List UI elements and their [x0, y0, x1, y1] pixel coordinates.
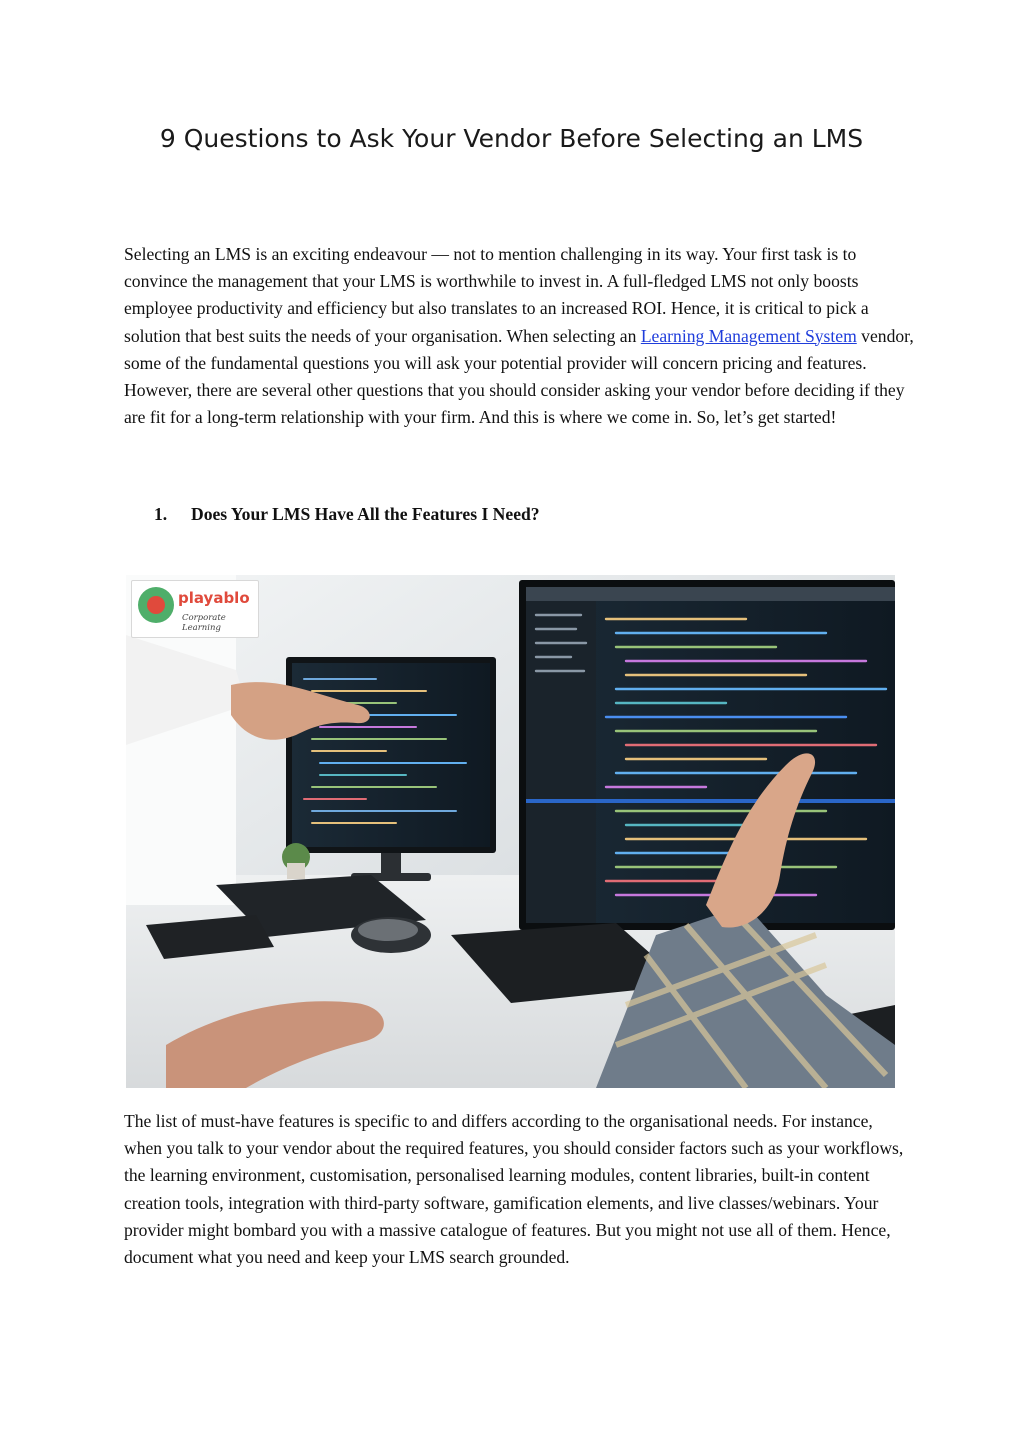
section-heading-text: Does Your LMS Have All the Features I Need?: [191, 504, 540, 524]
logo-name: playablo: [178, 589, 250, 607]
page-title: 9 Questions to Ask Your Vendor Before Selecting an LMS: [159, 124, 864, 153]
article-photo: [126, 575, 895, 1088]
parrot-icon: [138, 587, 174, 623]
section-heading-1: [154, 504, 540, 525]
playablo-logo: [131, 580, 259, 638]
learning-management-system-link[interactable]: Learning Management System: [640, 325, 857, 346]
logo-tagline: Corporate Learning: [182, 613, 226, 633]
intro-paragraph: [124, 241, 914, 431]
section-number: 1.: [154, 504, 168, 524]
intro-text-end: vendor, some of the fundamental questions you will ask your potential provider will concern pricing and features. However, there are several other questions that you should consider asking your vendor before deciding if they are fit for a long-term relationship with your firm. And this is where we come in. So, let’s get started!: [124, 325, 914, 428]
office-monitors-illustration: [126, 575, 895, 1088]
section1-body-paragraph: The list of must-have features is specific to and differs according to the organisational needs. For instance, when you talk to your vendor about the required features, you should consider factors such as your workflows, the learning environment, customisation, personalised learning modules, content libraries, built-in content creation tools, integration with third-party software, gamification elements, and live classes/webinars. Your provider might bombard you with a massive catalogue of features. But you might not use all of them. Hence, document what you need and keep your LMS search grounded.: [124, 1111, 904, 1268]
intro-text-start: Selecting an LMS is an exciting endeavour — not to mention challenging in its way. Your first task is to convince the management that your LMS is worthwhile to invest in. A full-fledged LMS not only boosts employee productivity and efficiency but also translates to an increased ROI. Hence, it is critical to pick a solution that best suits the needs of your organisation. When selecting an: [124, 244, 869, 346]
